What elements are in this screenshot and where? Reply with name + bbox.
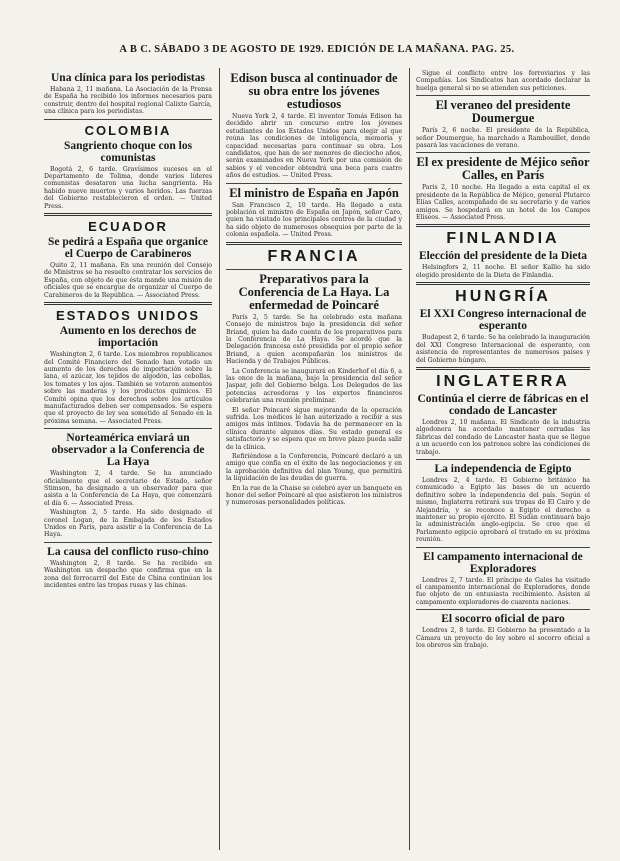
article-headline: Sangriento choque con los comunistas [63, 139, 193, 164]
article-divider [416, 547, 590, 548]
section-divider [416, 367, 590, 370]
article-body: San Francisco 2, 10 tarde. Ha llegado a esta población el ministro de España en Japón, señor Caro, quien ha visitado los principales centros de la ciudad y ha sido objeto de numerosos obsequios por parte de la colonia española. — United Press. [226, 201, 402, 239]
article-body: Washington 2, 4 tarde. Se ha anunciado oficialmente que el secretario de Estado, señor Stimson, ha designado a un observador para que asista a la Conferencia de La Haya, que comenzará el día 6. — Associated Press. [44, 470, 212, 507]
column-1 [44, 70, 212, 850]
article-divider [416, 609, 590, 610]
section-divider [226, 242, 402, 245]
article-body: Quito 2, 11 mañana. En una reunión del Consejo de Ministros se ha resuelto contratar los servicios de España, con objeto de que ésta mande una misión de oficiales que se encargue de organizar el Cuerpo de Carabineros de la República. — Associated Press. [44, 262, 212, 299]
article-body: Washington 2, 6 tarde. Los miembros republicanos del Comité Financiero del Senado han votado un aumento de los derechos de importación sobre la lana, el azúcar, los tejidos de algodón, las cebollas, los tomates y los ajos. También se votaron aumentos sobre las maderas y los productos químicos. El Comité opina que los derechos sobre los artículos manufacturados deben ser compensados. Se espera que el proyecto de ley sea sometido al Senado en la próxima semana. — Associated Press. [44, 351, 212, 425]
article-headline: La independencia de Egipto [434, 462, 572, 475]
article-headline: Se pedirá a España que organice el Cuerpo de Carabineros [47, 236, 209, 261]
article-body: Refiriéndose a la Conferencia, Poincaré declaró a un amigo que confía en el éxito de las negociaciones y en la aprobación definitiva del plan Young, que permitirá la liquidación de las deudas de guerra. [226, 453, 402, 483]
section-heading-ecuador: ECUADOR [88, 219, 168, 235]
article-headline: Continúa el cierre de fábricas en el condado de Lancaster [417, 392, 589, 417]
column-3 [416, 70, 590, 850]
article-body: París 2, 10 noche. Ha llegado a esta capital el ex presidente de la República de Méjico, general Plutarco Elías Calles, acompañado de su secretario y de varios amigos. Se hospedará en un hotel de los Campos Elíseos. — Associated Press. [416, 184, 590, 222]
article-divider [416, 95, 590, 96]
article-body: Londres 2, 10 mañana. El Sindicato de la industria algodonera ha acordado mantener cerradas las fábricas del condado de Lancaster hasta que se llegue a un acuerdo con los patronos sobre las condiciones de trabajo. [416, 418, 590, 456]
article-body: Londres 2, 4 tarde. El Gobierno británico ha comunicado a Egipto las bases de un acuerdo definitivo sobre la independencia del país. Según el mismo, Inglaterra retirará sus tropas de El Cairo y de Alejandría, y se reconoce a Egipto el derecho a mantener su propio ejército. El Sudán continuará bajo la administración anglo-egipcia. Se cree que el Parlamento egipcio aprobará el tratado en su próxima reunión. [416, 476, 590, 544]
article-divider [416, 459, 590, 460]
article-headline: Edison busca al continuador de su obra entre los jóvenes estudiosos [230, 71, 398, 111]
article-headline: El socorro oficial de paro [441, 613, 565, 626]
section-heading-inglaterra: INGLATERRA [436, 372, 570, 390]
page-masthead: A B C. SÁBADO 3 DE AGOSTO DE 1929. EDICIÓN DE LA MAÑANA. PAG. 25. [119, 44, 515, 55]
article-divider [416, 152, 590, 153]
section-heading-finlandia: FINLANDIA [446, 230, 560, 248]
article-body: Londres 2, 7 tarde. El príncipe de Gales ha visitado el campamento internacional de Exploradores, donde fue objeto de un entusiasta recibimiento. Asisten al campamento exploradores de cuarenta naciones. [416, 576, 590, 606]
section-divider [44, 302, 212, 305]
article-headline: Preparativos para la Conferencia de La Haya. La enfermedad de Poincaré [238, 271, 390, 312]
article-body: Helsingfors 2, 11 noche. El señor Kallio ha sido elegido presidente de la Dieta de Finlandia. [416, 264, 590, 279]
newspaper-page [44, 44, 590, 852]
article-headline: El XXI Congreso internacional de esperanto [419, 308, 587, 333]
article-body: Londres 2, 8 tarde. El Gobierno ha presentado a la Cámara un proyecto de ley sobre el socorro oficial a los obreros sin trabajo. [416, 627, 590, 650]
section-divider [416, 224, 590, 227]
section-heading-estados-unidos: ESTADOS UNIDOS [55, 308, 201, 324]
section-divider [416, 282, 590, 285]
section-heading-hungria: HUNGRÍA [455, 288, 551, 306]
article-body: París 2, 5 tarde. Se ha celebrado esta mañana Consejo de ministros bajo la presidencia del señor Briand, quien ha dado cuenta de los preparativos para la Conferencia de La Haya. Se acordó que la Delegación francesa esté presidida por el propio señor Briand, a quien acompañarán los ministros de Hacienda y de Trabajos Públicos. [226, 313, 402, 366]
article-body: La Conferencia se inaugurará en Kinderhof el día 6, a las once de la mañana, bajo la presidencia del señor Jaspar, jefe del Gobierno belga. Los Delegados de las potencias acreedoras y los expertos financieros celebrarán una reunión preliminar. [226, 367, 402, 405]
article-body: Washington 2, 5 tarde. Ha sido designado el coronel Logan, de la Embajada de los Estados Unidos en París, para asistir a la Conferencia de La Haya. [44, 509, 212, 539]
article-headline: El veraneo del presidente Doumergue [435, 98, 571, 126]
article-divider [226, 183, 402, 184]
section-divider [44, 213, 212, 216]
article-body: Sigue el conflicto entre los ferroviarios y las Compañías. Los Sindicatos han acordado declarar la huelga general si no se atienden sus peticiones. [416, 70, 590, 92]
article-headline: El ex presidente de Méjico señor Calles, en París [416, 155, 590, 183]
article-divider [226, 269, 402, 270]
article-divider [44, 428, 212, 429]
article-divider [44, 542, 212, 543]
article-divider [44, 119, 212, 120]
section-heading-colombia: COLOMBIA [84, 122, 172, 138]
article-headline: Una clínica para los periodistas [51, 72, 205, 84]
article-headline: Norteamérica enviará un observador a la Conferencia de La Haya [51, 432, 205, 469]
article-body: El señor Poincaré sigue mejorando de la operación sufrida. Los médicos le han autorizado a recibir a sus amigos más íntimos. Todavía ha de permanecer en la clínica durante algunos días. Su estado general es satisfactorio y se espera que en breve plazo pueda salir de la clínica. [226, 406, 402, 451]
column-rule [409, 68, 410, 850]
article-body: En la rue de la Chaise se celebró ayer un banquete en honor del señor Poincaré al que asistieron los ministros y numerosas personalidades políticas. [226, 484, 402, 507]
column-rule [219, 68, 220, 850]
article-body: Washington 2, 8 tarde. Se ha recibido en Washington un despacho que confirma que en la zona del ferrocarril del Este de China continúan los incidentes entre las tropas rusas y las chinas. [44, 559, 212, 590]
article-headline: El campamento internacional de Exploradores [423, 550, 583, 575]
article-body: Budapest 2, 6 tarde. Se ha celebrado la inauguración del XXI Congreso Internacional de esperanto, con asistencia de representantes de numerosos países y del Gobierno húngaro. [416, 334, 590, 364]
article-body: Habana 2, 11 mañana. La Asociación de la Prensa de España ha recibido los informes necesarios para construir, dentro del hospital regional Calixto García, una clínica para los periodistas. [44, 86, 212, 116]
article-headline: La causa del conflicto ruso-chino [47, 545, 209, 558]
article-headline: Aumento en los derechos de importación [59, 325, 197, 350]
article-headline: Elección del presidente de la Dieta [418, 250, 588, 263]
section-heading-francia: FRANCIA [267, 247, 361, 265]
article-body: París 2, 6 noche. El presidente de la República, señor Doumergue, ha marchado a Rambouillet, donde pasará las vacaciones de verano. [416, 127, 590, 150]
article-headline: El ministro de España en Japón [229, 185, 399, 200]
column-2 [226, 70, 402, 850]
article-body: Nueva York 2, 4 tarde. El inventor Tomás Edison ha decidido abrir un concurso entre los jóvenes estudiantes de los Estados Unidos para elegir al que reúna las condiciones de inteligencia, memoria y capacidad necesarias para continuar su obra. Los candidatos, que han de ser menores de dieciocho años, serán examinados en Nueva York por una comisión de sabios y el vencedor obtendrá una beca para cuatro años de estudios. — United Press. [226, 113, 402, 180]
article-body: Bogotá 2, 6 tarde. Gravísimos sucesos en el Departamento de Tolima, donde varios líderes comunistas desataron una lucha sangrienta. Ha habido nueve muertos y varios heridos. Las fuerzas del Gobierno restablecieron el orden. — United Press. [44, 165, 212, 210]
